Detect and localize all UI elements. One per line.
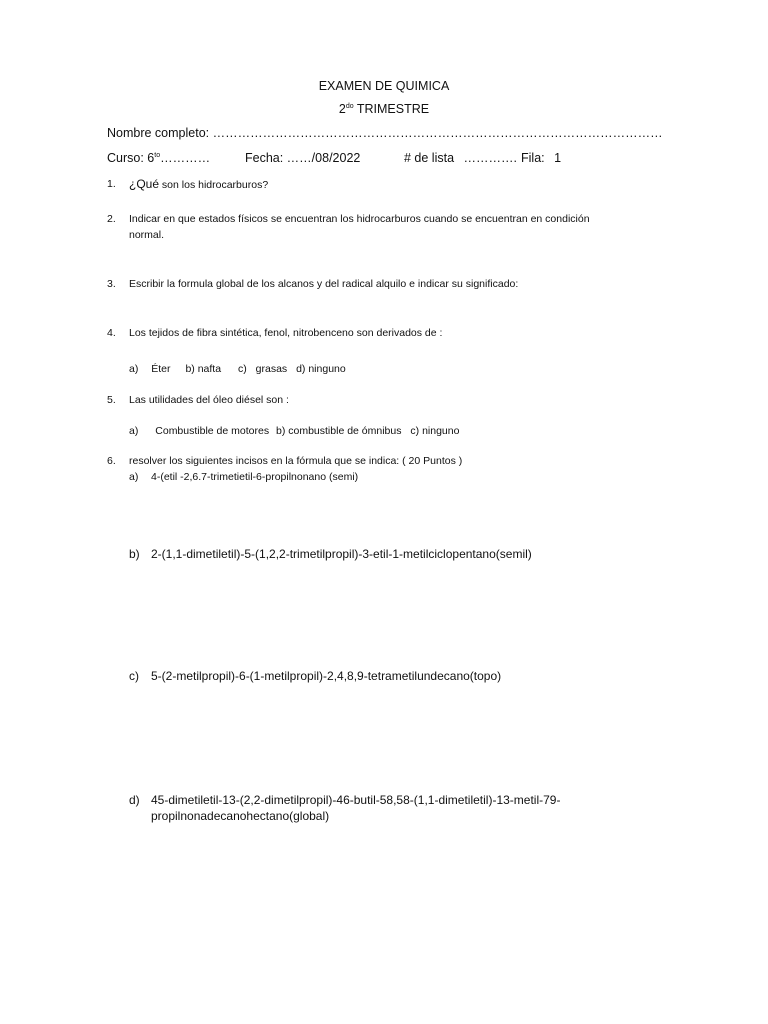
question-5: Las utilidades del óleo diésel son :: [129, 394, 289, 406]
list-field: [404, 151, 517, 165]
trimester-suffix: do: [345, 102, 354, 110]
subitem-c-label: c): [129, 669, 139, 683]
subitem-d-line1: 45-dimetiletil-13-(2,2-dimetilpropil)-46-butil-58,58-(1,1-dimetiletil)-13-metil-79-: [151, 793, 561, 807]
exam-title-text: EXAMEN DE QUIMICA: [318, 79, 450, 93]
subitem-b: 2-(1,1-dimetiletil)-5-(1,2,2-trimetilpropil)-3-etil-1-metilciclopentano(semil): [151, 547, 532, 561]
row-label: Fila:: [521, 151, 545, 165]
subitem-a: 4-(etil -2,6.7-trimetietil-6-propilnonano (semi): [151, 471, 359, 483]
option-a-text: Éter: [151, 363, 171, 375]
name-field: [107, 126, 663, 140]
row-field: [521, 151, 561, 165]
course-field: [107, 151, 210, 165]
course-suffix: to: [154, 151, 161, 159]
question-2-line1: Indicar en que estados físicos se encuentran los hidrocarburos cuando se encuentran en condición: [129, 213, 590, 225]
question-6-number: 6.: [107, 455, 116, 467]
list-label: # de lista: [404, 151, 455, 165]
subitem-d-label: d): [129, 793, 140, 807]
date-label: Fecha: ……/08/2022: [245, 151, 361, 165]
row-value: 1: [554, 151, 562, 165]
question-1-text: son los hidrocarburos?: [159, 179, 269, 191]
list-dots: ………….: [463, 151, 517, 165]
question-1: [129, 177, 268, 191]
option-c-text: grasas: [255, 363, 288, 375]
subitem-b-label: b): [129, 547, 140, 561]
subitem-c: 5-(2-metilpropil)-6-(1-metilpropil)-2,4,8,9-tetrametilundecano(topo): [151, 669, 502, 683]
question-2-number: 2.: [107, 213, 116, 225]
date-field: [245, 151, 360, 165]
trimester-label: TRIMESTRE: [356, 102, 430, 116]
question-4-options: [129, 363, 346, 375]
option-b: b) nafta: [185, 363, 222, 375]
course-dots: …………: [160, 151, 211, 165]
trimester-line: [0, 102, 768, 116]
question-5-number: 5.: [107, 394, 116, 406]
name-label: Nombre completo: ………………………………………………………………………………………………: [107, 126, 663, 140]
question-5-options: [129, 425, 459, 437]
question-6: resolver los siguientes incisos en la fórmula que se indica: ( 20 Puntos ): [129, 455, 463, 467]
option-c: c) ninguno: [410, 425, 460, 437]
subitem-a-label: a): [129, 471, 139, 483]
question-3: Escribir la formula global de los alcanos y del radical alquilo e indicar su significado:: [129, 278, 519, 290]
subitem-d-line2: propilnonadecanohectano(global): [151, 809, 330, 823]
question-4-number: 4.: [107, 327, 116, 339]
question-3-number: 3.: [107, 278, 116, 290]
option-a-label: a): [129, 363, 139, 375]
trimester-number: 2: [338, 102, 346, 116]
question-1-lead: ¿Qué: [129, 177, 160, 191]
course-label: Curso: 6: [107, 151, 155, 165]
exam-title: [0, 79, 768, 93]
question-1-number: 1.: [107, 178, 116, 190]
question-2-line2: normal.: [129, 229, 165, 241]
option-d: d) ninguno: [296, 363, 346, 375]
option-a-label: a): [129, 425, 139, 437]
question-4: Los tejidos de fibra sintética, fenol, nitrobenceno son derivados de :: [129, 327, 443, 339]
option-b: b) combustible de ómnibus: [276, 425, 402, 437]
option-a-text: Combustible de motores: [155, 425, 270, 437]
option-c-label: c): [237, 363, 247, 375]
